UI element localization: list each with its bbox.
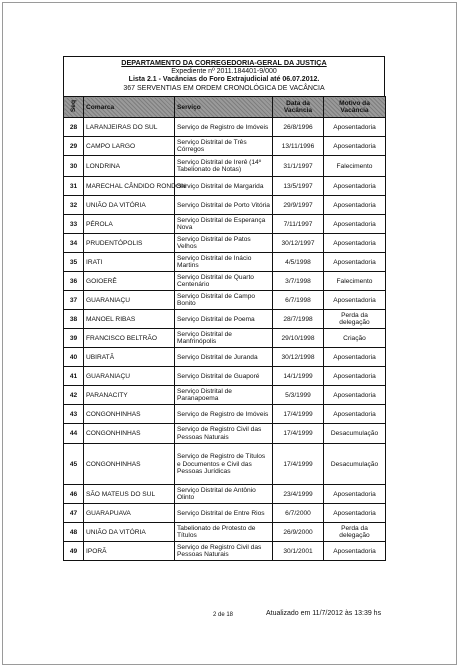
servico-cell: Serviço de Registro de Imóveis <box>175 118 273 137</box>
comarca-cell: GOIOERÊ <box>84 272 175 291</box>
servico-cell: Serviço Distrital de Três Córregos <box>175 137 273 156</box>
vacancy-table <box>63 96 386 561</box>
motivo-cell: Perda da delegação <box>324 310 386 329</box>
column-header-comarca: Comarca <box>84 97 175 118</box>
column-header-seq: Seq <box>64 97 84 118</box>
motivo-cell: Falecimento <box>324 272 386 291</box>
motivo-cell: Aposentadoria <box>324 291 386 310</box>
table-row <box>64 310 386 329</box>
table-row <box>64 542 386 561</box>
table-header-row <box>64 97 386 118</box>
comarca-cell: CONGONHINHAS <box>84 424 175 444</box>
comarca-cell: CONGONHINHAS <box>84 405 175 424</box>
motivo-cell: Aposentadoria <box>324 253 386 272</box>
comarca-cell: LARANJEIRAS DO SUL <box>84 118 175 137</box>
data-cell: 23/4/1999 <box>273 485 324 504</box>
seq-cell: 46 <box>64 485 84 504</box>
servico-cell: Serviço Distrital de Patos Velhos <box>175 234 273 253</box>
comarca-cell: GUARAPUAVA <box>84 504 175 523</box>
comarca-cell: UNIÃO DA VITÓRIA <box>84 523 175 542</box>
data-cell: 28/7/1998 <box>273 310 324 329</box>
seq-cell: 37 <box>64 291 84 310</box>
motivo-cell: Aposentadoria <box>324 367 386 386</box>
table-row <box>64 424 386 444</box>
servico-cell: Serviço Distrital de Esperança Nova <box>175 215 273 234</box>
table-body <box>64 118 386 561</box>
comarca-cell: LONDRINA <box>84 156 175 177</box>
seq-cell: 29 <box>64 137 84 156</box>
servico-cell: Serviço Distrital de Entre Rios <box>175 504 273 523</box>
servico-cell: Serviço Distrital de Margarida <box>175 177 273 196</box>
motivo-cell: Aposentadoria <box>324 504 386 523</box>
seq-cell: 40 <box>64 348 84 367</box>
table-row <box>64 444 386 485</box>
servico-cell: Serviço de Registro Civil das Pessoas Naturais <box>175 424 273 444</box>
seq-cell: 43 <box>64 405 84 424</box>
table-row <box>64 156 386 177</box>
motivo-cell: Perda da delegação <box>324 523 386 542</box>
seq-cell: 31 <box>64 177 84 196</box>
seq-cell: 44 <box>64 424 84 444</box>
comarca-cell: UBIRATÃ <box>84 348 175 367</box>
servico-cell: Serviço Distrital de Campo Bonito <box>175 291 273 310</box>
list-subtitle: 367 SERVENTIAS EM ORDEM CRONOLÓGICA DE VACÂNCIA <box>123 84 325 92</box>
motivo-cell: Aposentadoria <box>324 118 386 137</box>
servico-cell: Serviço de Registro Civil das Pessoas Naturais <box>175 542 273 561</box>
comarca-cell: CONGONHINHAS <box>84 444 175 485</box>
data-cell: 5/3/1999 <box>273 386 324 405</box>
page-number: 2 de 18 <box>213 612 234 618</box>
motivo-cell: Aposentadoria <box>324 386 386 405</box>
data-cell: 29/10/1998 <box>273 329 324 348</box>
comarca-cell: IPORÃ <box>84 542 175 561</box>
seq-cell: 33 <box>64 215 84 234</box>
data-cell: 13/5/1997 <box>273 177 324 196</box>
expediente-line: Expediente nº 2011.184401-9/000 <box>171 67 277 75</box>
data-cell: 17/4/1999 <box>273 444 324 485</box>
comarca-cell: SÃO MATEUS DO SUL <box>84 485 175 504</box>
table-row <box>64 405 386 424</box>
updated-timestamp: Atualizado em 11/7/2012 às 13:39 hs <box>266 610 382 617</box>
comarca-cell: MANOEL RIBAS <box>84 310 175 329</box>
motivo-cell: Criação <box>324 329 386 348</box>
seq-cell: 48 <box>64 523 84 542</box>
servico-cell: Serviço Distrital de Quarto Centenário <box>175 272 273 291</box>
table-row <box>64 137 386 156</box>
motivo-cell: Aposentadoria <box>324 215 386 234</box>
table-row <box>64 118 386 137</box>
servico-cell: Serviço Distrital de Porto Vitória <box>175 196 273 215</box>
motivo-cell: Desacumulação <box>324 424 386 444</box>
comarca-cell: UNIÃO DA VITÓRIA <box>84 196 175 215</box>
department-title: DEPARTAMENTO DA CORREGEDORIA-GERAL DA JUSTIÇA <box>121 58 327 67</box>
table-row <box>64 348 386 367</box>
motivo-cell: Falecimento <box>324 156 386 177</box>
data-cell: 3/7/1998 <box>273 272 324 291</box>
seq-cell: 36 <box>64 272 84 291</box>
table-row <box>64 253 386 272</box>
data-cell: 30/12/1998 <box>273 348 324 367</box>
data-cell: 29/9/1997 <box>273 196 324 215</box>
seq-cell: 28 <box>64 118 84 137</box>
seq-cell: 49 <box>64 542 84 561</box>
comarca-cell: PARANACITY <box>84 386 175 405</box>
column-header-data: Data da Vacância <box>273 97 324 118</box>
data-cell: 6/7/1998 <box>273 291 324 310</box>
seq-cell: 39 <box>64 329 84 348</box>
comarca-cell: GUARANIAÇU <box>84 367 175 386</box>
seq-cell: 42 <box>64 386 84 405</box>
seq-cell: 47 <box>64 504 84 523</box>
servico-cell: Serviço Distrital de Paranapoema <box>175 386 273 405</box>
data-cell: 13/11/1996 <box>273 137 324 156</box>
motivo-cell: Aposentadoria <box>324 348 386 367</box>
table-row <box>64 523 386 542</box>
table-row <box>64 196 386 215</box>
servico-cell: Serviço Distrital de Irerê (14º Tabelionato de Notas) <box>175 156 273 177</box>
seq-cell: 45 <box>64 444 84 485</box>
data-cell: 30/12/1997 <box>273 234 324 253</box>
motivo-cell: Aposentadoria <box>324 196 386 215</box>
document-header <box>63 56 385 96</box>
motivo-cell: Aposentadoria <box>324 137 386 156</box>
table-row <box>64 386 386 405</box>
servico-cell: Serviço de Registro de Imóveis <box>175 405 273 424</box>
table-row <box>64 234 386 253</box>
seq-cell: 34 <box>64 234 84 253</box>
data-cell: 6/7/2000 <box>273 504 324 523</box>
motivo-cell: Aposentadoria <box>324 177 386 196</box>
servico-cell: Serviço Distrital de Guaporé <box>175 367 273 386</box>
column-header-motivo: Motivo da Vacância <box>324 97 386 118</box>
comarca-cell: GUARANIAÇU <box>84 291 175 310</box>
comarca-cell: PÉROLA <box>84 215 175 234</box>
servico-cell: Serviço Distrital de Manfrinópolis <box>175 329 273 348</box>
list-title: Lista 2.1 - Vacâncias do Foro Extrajudicial até 06.07.2012. <box>128 76 320 84</box>
table-row <box>64 177 386 196</box>
data-cell: 30/1/2001 <box>273 542 324 561</box>
comarca-cell: MARECHAL CÂNDIDO RONDON <box>84 177 175 196</box>
seq-cell: 41 <box>64 367 84 386</box>
comarca-cell: PRUDENTÓPOLIS <box>84 234 175 253</box>
comarca-cell: CAMPO LARGO <box>84 137 175 156</box>
table-row <box>64 272 386 291</box>
table-row <box>64 485 386 504</box>
data-cell: 26/8/1996 <box>273 118 324 137</box>
motivo-cell: Desacumulação <box>324 444 386 485</box>
data-cell: 7/11/1997 <box>273 215 324 234</box>
servico-cell: Serviço Distrital de Juranda <box>175 348 273 367</box>
data-cell: 26/9/2000 <box>273 523 324 542</box>
table-row <box>64 291 386 310</box>
motivo-cell: Aposentadoria <box>324 542 386 561</box>
data-cell: 17/4/1999 <box>273 424 324 444</box>
seq-cell: 35 <box>64 253 84 272</box>
data-cell: 17/4/1999 <box>273 405 324 424</box>
document-block <box>63 56 385 561</box>
table-row <box>64 215 386 234</box>
servico-cell: Tabelionato de Protesto de Títulos <box>175 523 273 542</box>
motivo-cell: Aposentadoria <box>324 485 386 504</box>
column-header-servico: Serviço <box>175 97 273 118</box>
comarca-cell: FRANCISCO BELTRÃO <box>84 329 175 348</box>
data-cell: 14/1/1999 <box>273 367 324 386</box>
data-cell: 4/5/1998 <box>273 253 324 272</box>
table-row <box>64 504 386 523</box>
seq-cell: 38 <box>64 310 84 329</box>
servico-cell: Serviço Distrital de Antônio Olinto <box>175 485 273 504</box>
motivo-cell: Aposentadoria <box>324 234 386 253</box>
comarca-cell: IRATI <box>84 253 175 272</box>
servico-cell: Serviço de Registro de Títulos e Documentos e Civil das Pessoas Jurídicas <box>175 444 273 485</box>
seq-cell: 32 <box>64 196 84 215</box>
motivo-cell: Aposentadoria <box>324 405 386 424</box>
servico-cell: Serviço Distrital de Poema <box>175 310 273 329</box>
seq-cell: 30 <box>64 156 84 177</box>
table-row <box>64 367 386 386</box>
data-cell: 31/1/1997 <box>273 156 324 177</box>
servico-cell: Serviço Distrital de Inácio Martins <box>175 253 273 272</box>
table-row <box>64 329 386 348</box>
